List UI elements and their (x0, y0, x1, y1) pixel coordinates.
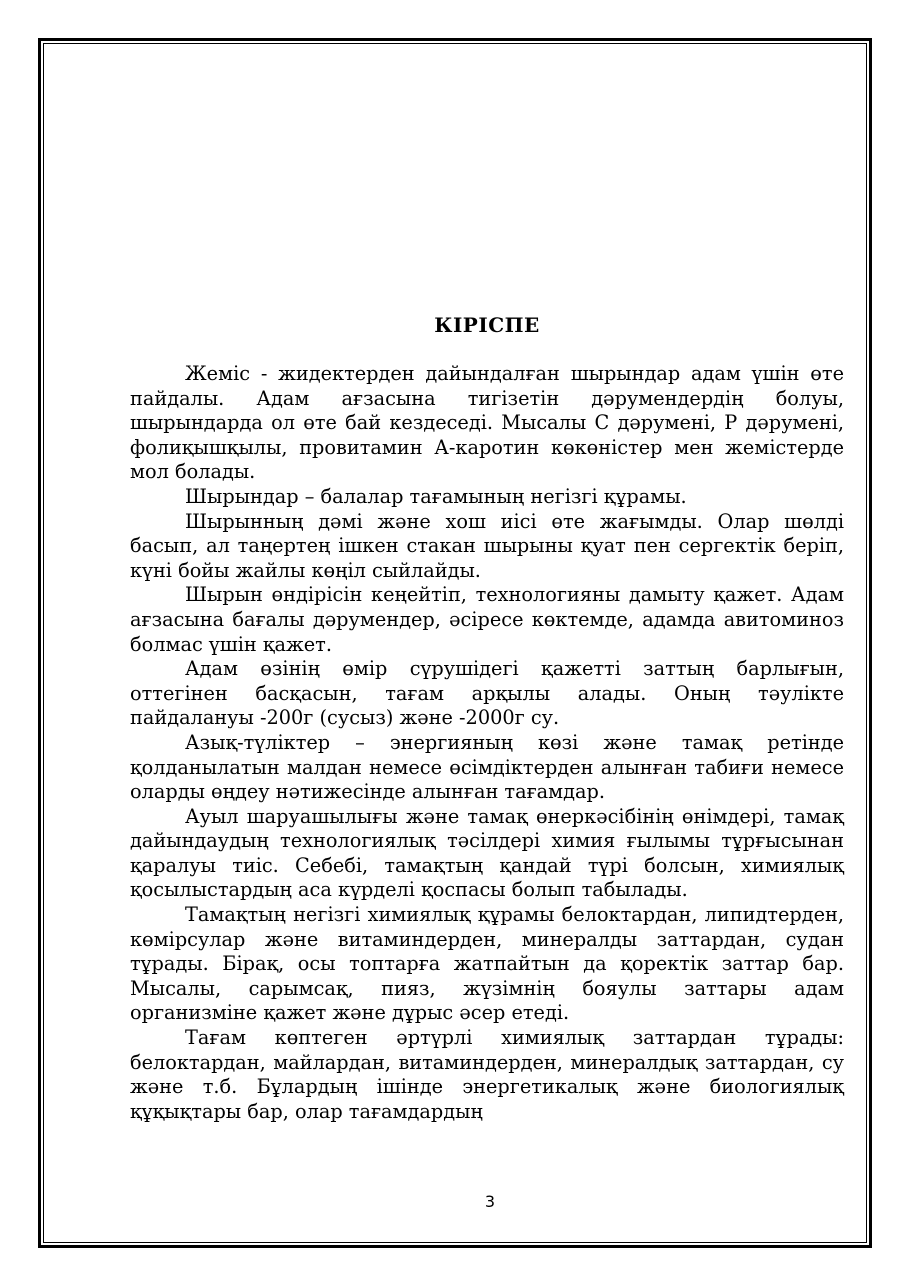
page-number: 3 (484, 1192, 496, 1211)
paragraph: Тағам көптеген әртүрлі химиялық заттардан тұрады: белоктардан, майлардан, витаминдерден, минералдық заттардан, су және т.б. Бұлардың ішінде энергетикалық және биологиялық құқықтары бар, олар тағамдардың (130, 1026, 844, 1123)
paragraph: Азық-түліктер – энергияның көзі және тамақ ретінде қолданылатын малдан немесе өсімдіктерден алынған табиғи немесе оларды өңдеу нәтижесінде алынған тағамдар. (130, 730, 844, 804)
paragraph: Шырын өндірісін кеңейтіп, технологияны дамыту қажет. Адам ағзасына бағалы дәрумендер, әсіресе көктемде, адамда авитоминоз болмас үшін қажет. (130, 583, 844, 656)
paragraph: Ауыл шаруашылығы және тамақ өнеркәсібінің өнімдері, тамақ дайындаудың технологиялық тәсілдері химия ғылымы тұрғысынан қаралуы тиіс. Себебі, тамақтың қандай түрі болсын, химиялық қосылыстардың аса күрделі қоспасы болып табылады. (130, 804, 844, 902)
paragraph: Шырынның дәмі және хош иісі өте жағымды. Олар шөлді басып, ал таңертең ішкен стакан шырыны қуат пен сергектік беріп, күні бойы жайлы көңіл сыйлайды. (130, 509, 844, 582)
body-text (130, 362, 844, 1124)
paragraph: Адам өзінің өмір сүрушідегі қажетті заттың барлығын, оттегінен басқасын, тағам арқылы алады. Оның тәулікте пайдалануы -200г (сусыз) және -2000г су. (130, 657, 844, 730)
section-heading: КІРІСПЕ (434, 313, 540, 337)
paragraph: Жеміс - жидектерден дайындалған шырындар адам үшін өте пайдалы. Адам ағзасына тигізетін дәрумендердің болуы, шырындарда ол өте бай кездеседі. Мысалы С дәрумені, Р дәрумені, фолиқышқылы, провитамин А-каротин көкөністер мен жемістерде мол болады. (130, 362, 844, 484)
paragraph: Шырындар – балалар тағамының негізгі құрамы. (185, 484, 687, 508)
paragraph: Тамақтың негізгі химиялық құрамы белоктардан, липидтерден, көмірсулар және витаминдерден, минералды заттардан, судан тұрады. Бірақ, осы топтарға жатпайтын да қоректік заттар бар. Мысалы, сарымсақ, пияз, жүзімнің бояулы заттары адам организміне қажет және дұрыс әсер етеді. (130, 903, 844, 1025)
